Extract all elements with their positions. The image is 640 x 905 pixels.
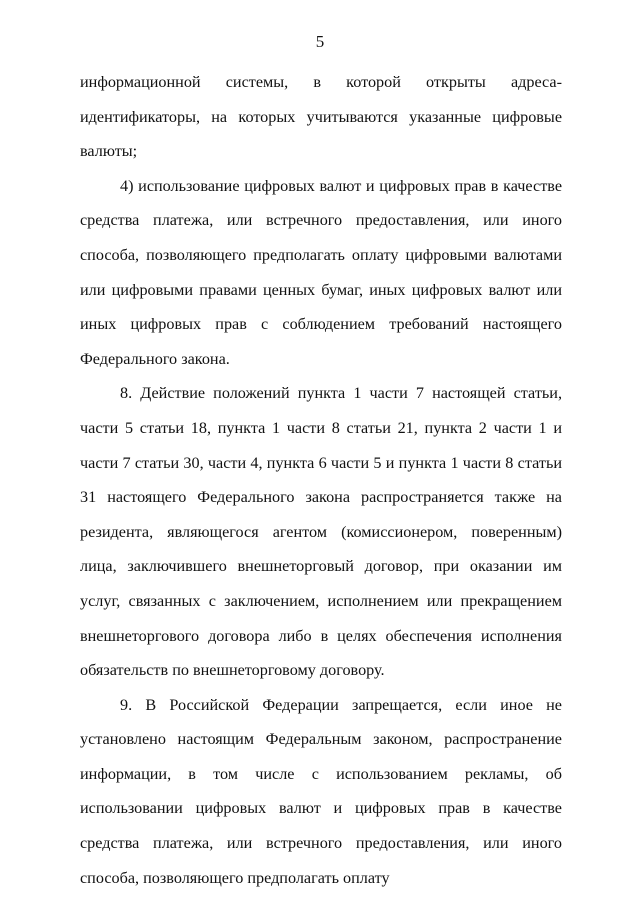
paragraph-item-4: 4) использование цифровых валют и цифровых прав в качестве средства платежа, или встречного предоставления, или иного способа, позволяющего предполагать оплату цифровыми валютами или цифровыми правами ценных бумаг, иных цифровых валют или иных цифровых прав с соблюдением требований настоящего Федерального закона.: [80, 176, 562, 368]
page-number: 5: [315, 32, 325, 51]
paragraph-clause-8: 8. Действие положений пункта 1 части 7 настоящей статьи, части 5 статьи 18, пункта 1 части 8 статьи 21, пункта 2 части 1 и части 7 статьи 30, части 4, пункта 6 части 5 и пункта 1 части 8 статьи 31 настоящего Федерального закона распространяется также на резидента, являющегося агентом (комиссионером, поверенным) лица, заключившего внешнеторговый договор, при оказании им услуг, связанных с заключением, исполнением или прекращением внешнеторгового договора либо в целях обеспечения исполнения обязательств по внешнеторговому договору.: [80, 384, 562, 680]
paragraph-clause-9: 9. В Российской Федерации запрещается, если иное не установлено настоящим Федеральным законом, распространение информации, в том числе с использованием рекламы, об использовании цифровых валют и цифровых прав в качестве средства платежа, или встречного предоставления, или иного способа, позволяющего предполагать оплату: [80, 695, 562, 887]
document-body: [80, 65, 562, 895]
paragraph-continuation: информационной системы, в которой открыты адреса-идентификаторы, на которых учитываются указанные цифровые валюты;: [80, 73, 562, 161]
